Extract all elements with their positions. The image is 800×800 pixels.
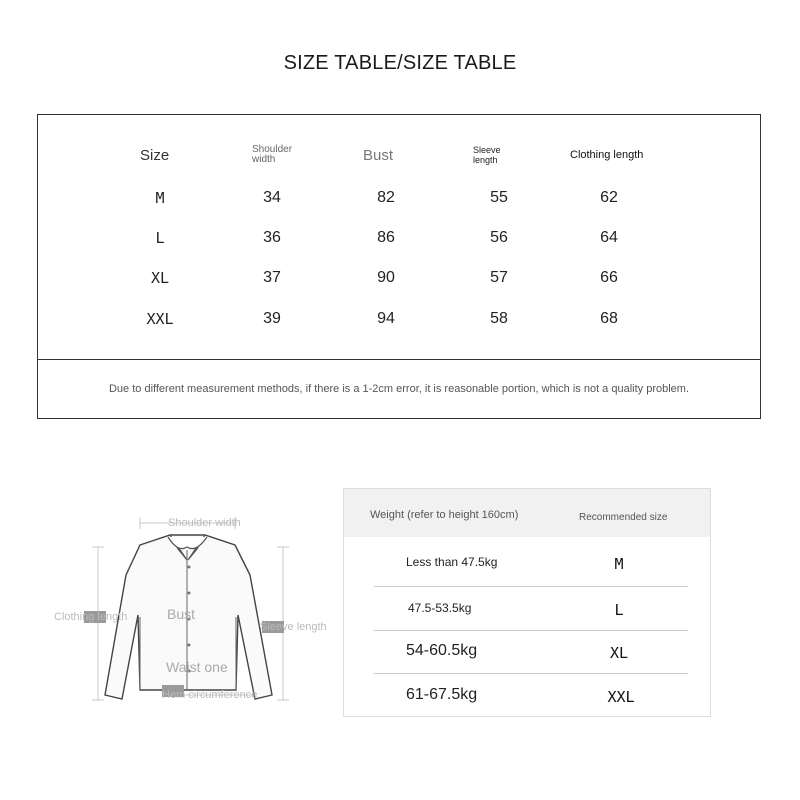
table-divider [38, 359, 760, 360]
row-size: XL [150, 269, 170, 287]
recommend-header [344, 489, 710, 537]
row-shoulder: 36 [263, 229, 281, 246]
header-clothing-length: Clothing length [570, 149, 644, 161]
header-weight: Weight (refer to height 160cm) [370, 509, 519, 521]
recommended-size-table [343, 488, 711, 717]
label-waist: Waist one [166, 659, 228, 675]
row-length: 62 [600, 189, 618, 206]
rec-weight: 54-60.5kg [406, 642, 478, 659]
rec-size: XXL [607, 688, 635, 706]
page-title: SIZE TABLE/SIZE TABLE [283, 52, 517, 74]
header-sleeve-length [473, 145, 513, 165]
label-sleeve-length: Sleeve length [260, 621, 327, 633]
header-bust: Bust [363, 147, 394, 164]
measurement-note: Due to different measurement methods, if there is a 1-2cm error, it is reasonable portion, which is not a quality problem. [108, 383, 690, 395]
rec-weight: Less than 47.5kg [406, 555, 498, 569]
row-divider [374, 673, 688, 674]
rec-size: L [614, 601, 624, 619]
label-bust: Bust [167, 606, 196, 622]
row-divider [374, 630, 688, 631]
row-sleeve: 58 [490, 310, 508, 327]
header-shoulder-width [252, 145, 302, 165]
header-recommended-size: Recommended size [579, 512, 668, 523]
label-hem: Hem circumference [162, 689, 258, 701]
row-sleeve: 56 [490, 229, 508, 246]
size-table [37, 114, 761, 419]
row-size: M [155, 189, 165, 207]
garment-diagram [40, 505, 340, 715]
row-length: 64 [600, 229, 618, 246]
row-divider [374, 586, 688, 587]
row-size: L [155, 229, 165, 247]
label-clothing-length: Clothing length [54, 611, 128, 623]
row-length: 66 [600, 269, 618, 286]
row-bust: 82 [377, 189, 395, 206]
row-bust: 94 [377, 310, 395, 327]
row-sleeve: 55 [490, 189, 508, 206]
row-shoulder: 37 [263, 269, 281, 286]
row-length: 68 [600, 310, 618, 327]
row-bust: 86 [377, 229, 395, 246]
label-shoulder-width: Shoulder width [168, 517, 241, 529]
header-shoulder-label: Shoulder width [252, 144, 293, 165]
row-size: XXL [146, 310, 174, 328]
row-bust: 90 [377, 269, 395, 286]
rec-weight: 61-67.5kg [406, 686, 478, 703]
rec-size: M [614, 555, 624, 573]
header-sleeve-label: Sleeve length [473, 145, 501, 165]
row-shoulder: 34 [263, 189, 281, 206]
rec-weight: 47.5-53.5kg [408, 601, 472, 615]
header-size: Size [140, 147, 170, 164]
row-shoulder: 39 [263, 310, 281, 327]
row-sleeve: 57 [490, 269, 508, 286]
rec-size: XL [609, 644, 629, 662]
